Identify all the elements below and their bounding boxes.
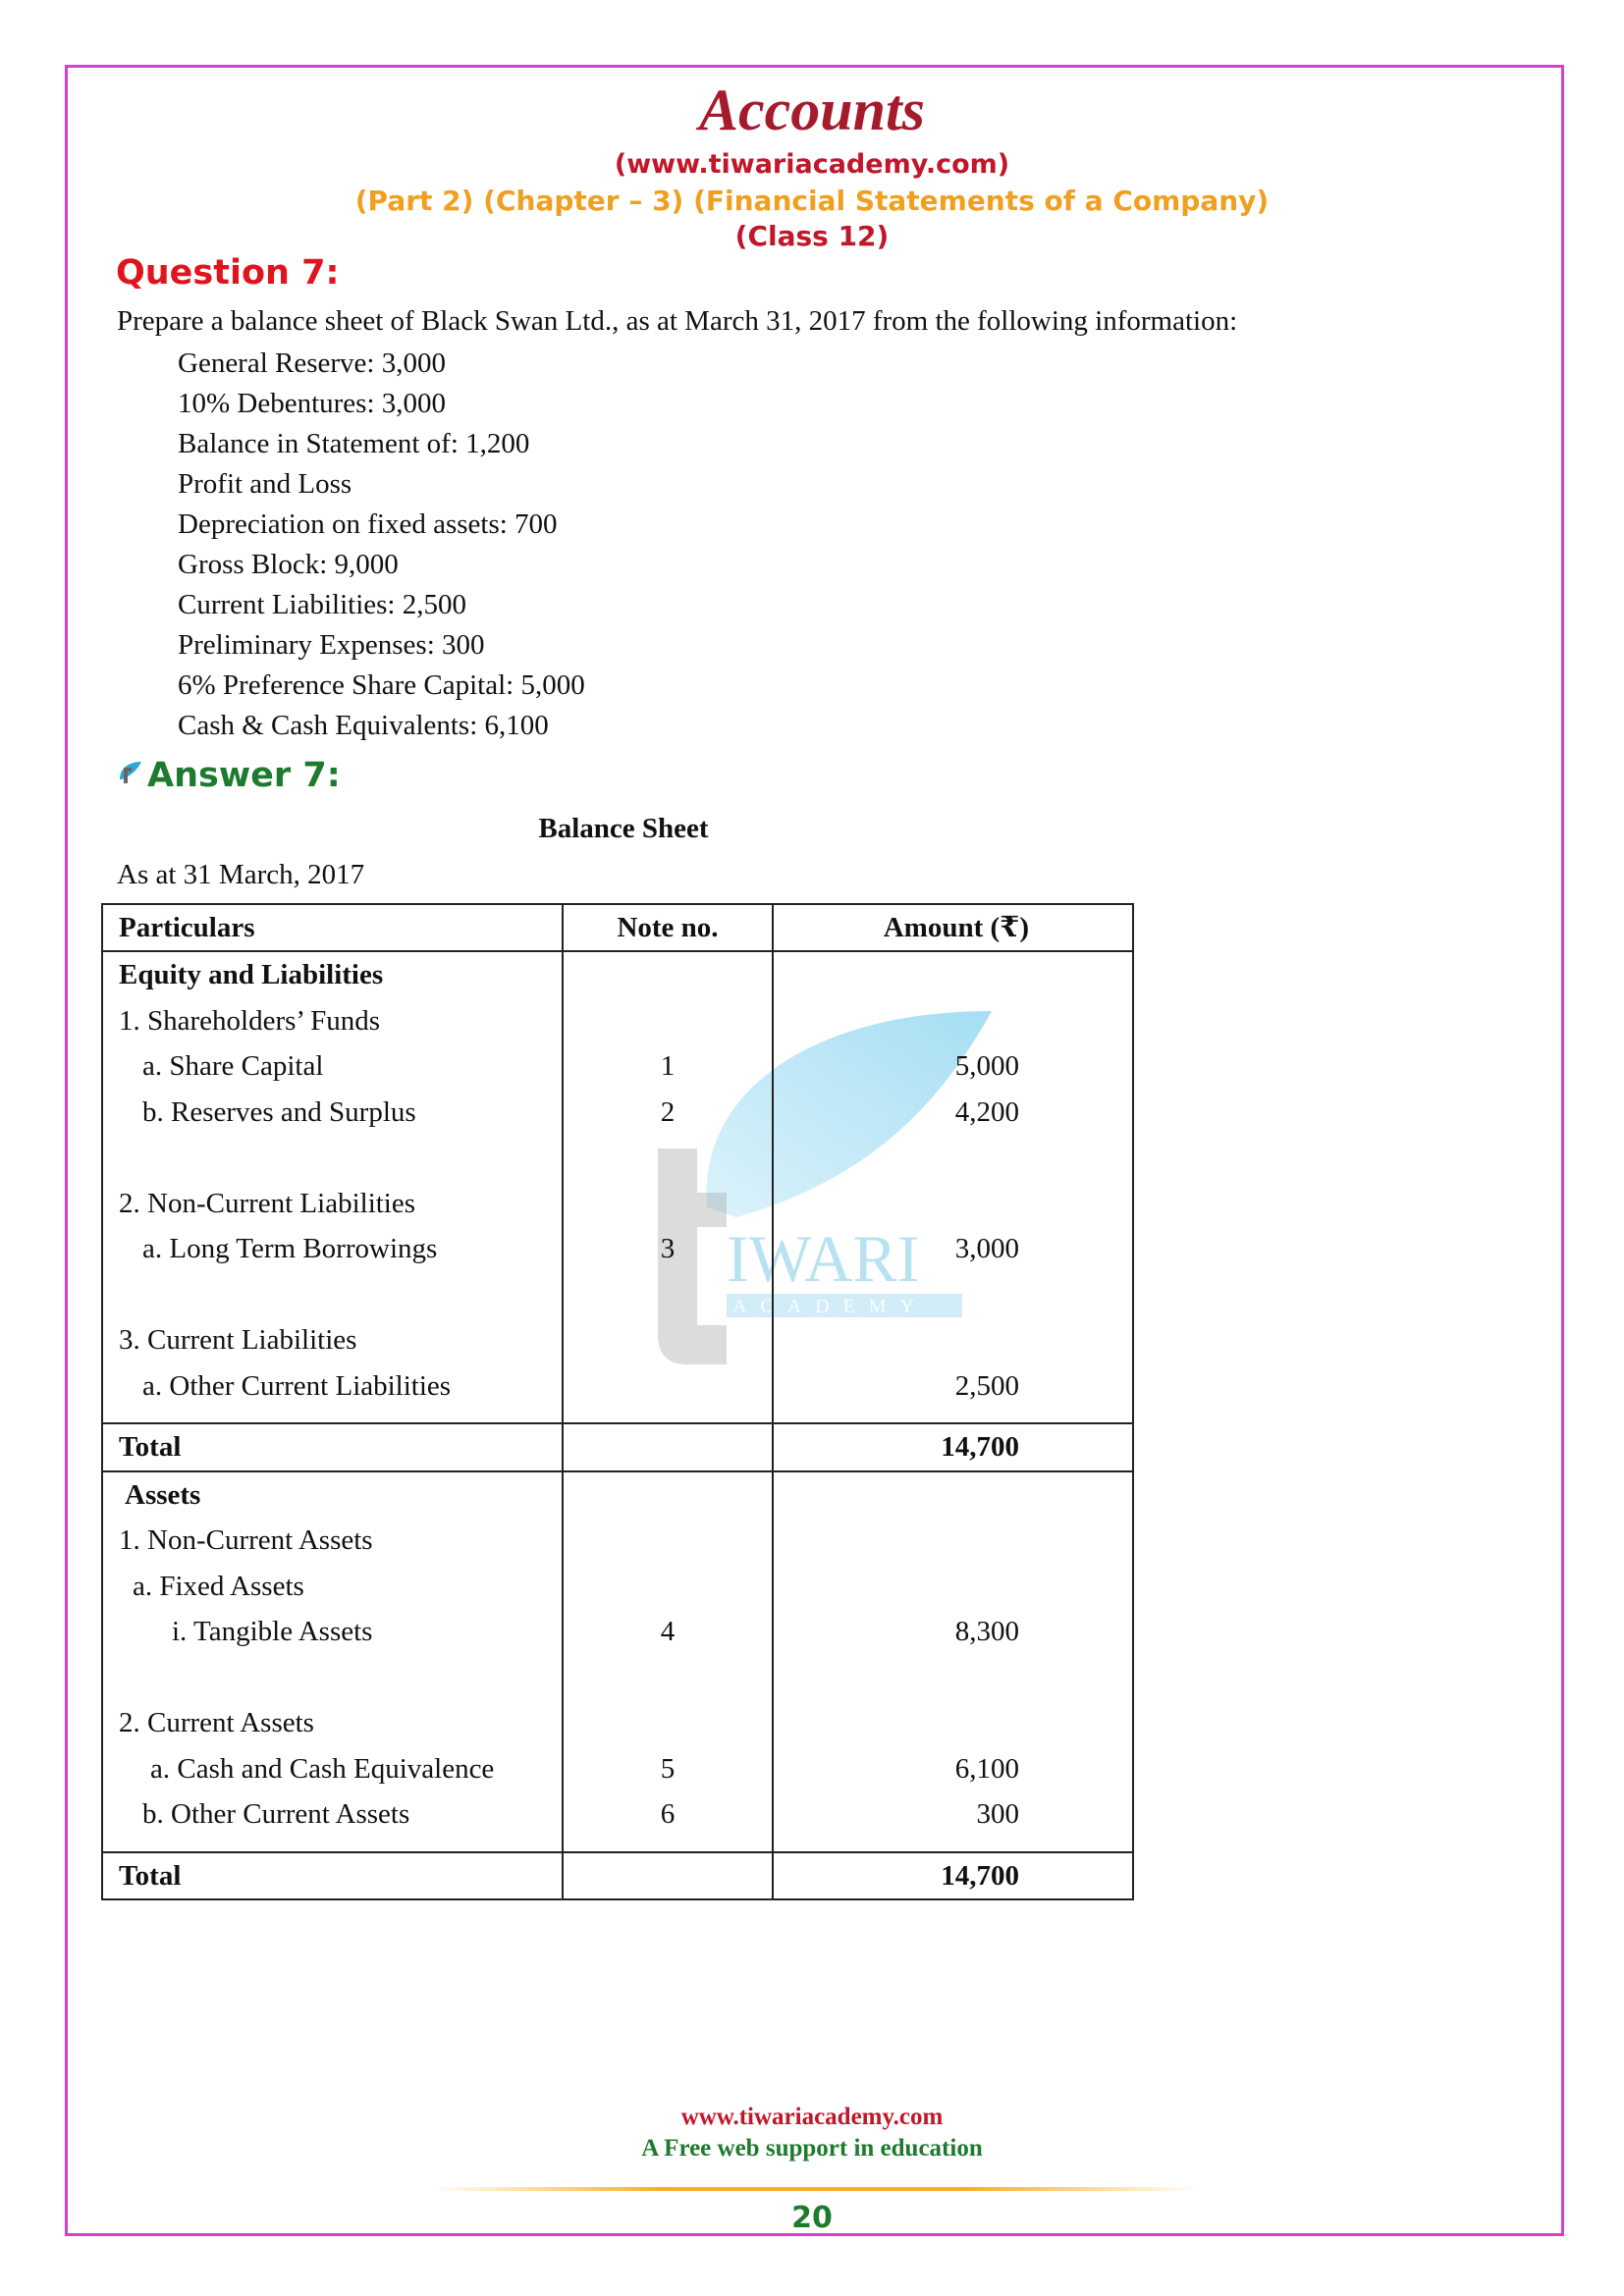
page-number: 20 [791,2201,833,2235]
table-row-note: 4 [660,1616,676,1647]
table-row-label: 3. Current Liabilities [119,1324,357,1356]
table-row-label: 1. Non-Current Assets [119,1524,373,1556]
question-heading: Question 7: [116,253,340,293]
header-note-no: Note no. [617,912,719,943]
table-row-label: 2. Current Assets [119,1707,314,1738]
class-label: (Class 12) [734,220,890,252]
table-row-label: a. Cash and Cash Equivalence [150,1752,495,1785]
table-row-label [103,1655,562,1701]
header-amount: Amount (₹) [883,912,1029,943]
table-row-note [564,1564,772,1610]
table-row-amount: 3,000 [954,1233,1019,1264]
question-item: 10% Debentures: 3,000 [178,388,447,419]
question-item: Cash & Cash Equivalents: 6,100 [178,710,549,741]
balance-sheet-date: As at 31 March, 2017 [117,859,365,890]
table-row-label: a. Other Current Liabilities [142,1369,452,1402]
watermark-sub: ACADEMY [732,1296,929,1317]
table-row-label [103,1272,562,1318]
total-amount: 14,700 [941,1431,1019,1463]
table-row-label: a. Long Term Borrowings [142,1233,438,1264]
table-row-note: 5 [660,1752,676,1785]
question-item: Profit and Loss [178,468,352,500]
table-header-row [102,904,1133,951]
question-item: Preliminary Expenses: 300 [178,629,485,661]
table-row-amount [774,952,1132,998]
table-row-note [564,1272,772,1318]
table-row-amount [774,1272,1132,1318]
table-row-note: 2 [660,1095,676,1128]
table-row-note [564,998,772,1044]
table-row-amount: 5,000 [954,1050,1019,1082]
question-items-list [178,346,585,748]
table-row-label: b. Other Current Assets [142,1798,410,1830]
page-title: Accounts [698,78,926,142]
table-row-amount [774,1181,1132,1227]
table-row-label [103,1135,562,1181]
table-row-amount [774,1700,1132,1746]
table-row-amount [774,1564,1132,1610]
table-row-label: Assets [125,1478,201,1511]
total-note [564,1853,772,1899]
table-row-note: 6 [660,1798,676,1830]
question-text: Prepare a balance sheet of Black Swan Ltd., as at March 31, 2017 from the following information: [117,305,1238,337]
chapter-heading: (Part 2) (Chapter – 3) (Financial Statements of a Company) [354,185,1270,217]
table-row-label: i. Tangible Assets [172,1616,373,1647]
question-item: Depreciation on fixed assets: 700 [178,508,558,540]
tiwari-logo-icon [116,757,145,796]
table-row-note [564,1363,772,1410]
question-item: Balance in Statement of: 1,200 [178,428,530,459]
question-item: General Reserve: 3,000 [178,347,446,379]
question-item: Gross Block: 9,000 [178,549,399,580]
table-row-label: a. Share Capital [142,1050,324,1082]
equity-liabilities-section [102,951,1133,1423]
table-row-amount: 8,300 [954,1616,1019,1647]
balance-sheet-title: Balance Sheet [538,813,709,844]
table-row-note [564,1518,772,1564]
table-row-note: 1 [660,1050,676,1082]
table-row-label: a. Fixed Assets [133,1570,304,1602]
table-row-note [564,1655,772,1701]
total-amount: 14,700 [941,1859,1019,1892]
answer-heading-row [116,756,341,796]
table-row-note [564,1317,772,1363]
table-row-amount [774,1655,1132,1701]
table-row-amount [774,1518,1132,1564]
table-row-amount: 4,200 [954,1095,1019,1128]
question-item: 6% Preference Share Capital: 5,000 [178,669,585,701]
table-row-label: 1. Shareholders’ Funds [119,1004,381,1037]
total-label: Total [119,1431,182,1463]
footer-divider [432,2187,1198,2191]
total-label: Total [119,1859,182,1892]
table-row-label: 2. Non-Current Liabilities [119,1187,416,1219]
header-url: (www.tiwariacademy.com) [614,149,1010,180]
table-row-note [564,1700,772,1746]
table-row-label: b. Reserves and Surplus [142,1095,416,1128]
table-row-amount [774,1317,1132,1363]
watermark-brand: IWARI [727,1221,920,1296]
table-row-label: Equity and Liabilities [119,959,384,990]
table-row-amount: 6,100 [954,1752,1019,1785]
header-particulars: Particulars [119,912,255,943]
table-row-note: 3 [660,1233,676,1264]
answer-heading: Answer 7: [147,756,341,795]
question-item: Current Liabilities: 2,500 [178,589,466,620]
footer-url-link[interactable]: www.tiwariacademy.com [680,2104,944,2130]
table-row-amount [774,1472,1132,1519]
footer-tagline: A Free web support in education [641,2135,983,2162]
table-row-amount [774,998,1132,1044]
assets-section [102,1471,1133,1852]
table-row-note [564,1135,772,1181]
total-row-liabilities [102,1423,1133,1471]
table-row-note [564,1181,772,1227]
table-row-amount: 300 [976,1798,1019,1830]
table-row-amount [774,1135,1132,1181]
table-row-note [564,952,772,998]
table-row-note [564,1472,772,1519]
total-note [564,1424,772,1470]
table-row-amount: 2,500 [954,1369,1019,1402]
total-row-assets [102,1852,1133,1900]
balance-sheet-table [101,903,1134,1900]
